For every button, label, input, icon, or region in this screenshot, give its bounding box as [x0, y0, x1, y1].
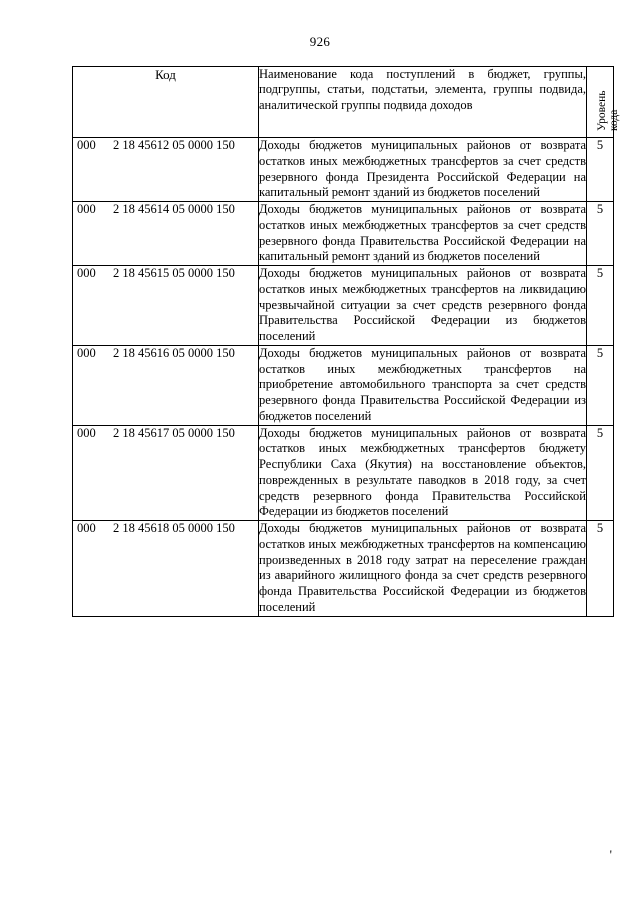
column-header-code: Код	[73, 67, 259, 138]
cell-name: Доходы бюджетов муниципальных районов от возврата остатков иных межбюджетных трансфертов за счет средств резервного фонда Президента Российской Федерации на капитальный ремонт зданий из бюджетов поселений	[259, 138, 587, 202]
cell-code	[73, 345, 259, 425]
cell-name: Доходы бюджетов муниципальных районов от возврата остатков иных межбюджетных трансфертов за счет средств резервного фонда Правительства Российской Федерации на капитальный ремонт зданий из бюджетов поселений	[259, 202, 587, 266]
cell-code	[73, 425, 259, 521]
table-row	[73, 138, 614, 202]
code-prefix: 000	[77, 345, 96, 360]
vertical-label-group	[587, 67, 620, 137]
column-header-level-line1: Уровень	[596, 90, 608, 131]
cell-level: 5	[587, 202, 614, 266]
code-prefix: 000	[77, 138, 96, 152]
code-main: 2 18 45615 05 0000 150	[113, 266, 235, 280]
code-main: 2 18 45618 05 0000 150	[113, 521, 235, 535]
cell-code	[73, 138, 259, 202]
code-main: 2 18 45614 05 0000 150	[113, 202, 235, 216]
column-header-name: Наименование кода поступлений в бюджет, группы, подгруппы, статьи, подстатьи, элемента, группы подвида, аналитической группы подвида доходов	[259, 67, 587, 138]
cell-level: 5	[587, 266, 614, 346]
cell-level: 5	[587, 425, 614, 521]
code-main: 2 18 45616 05 0000 150	[113, 345, 235, 360]
budget-code-table	[72, 66, 620, 617]
code-prefix: 000	[77, 521, 96, 535]
cell-code	[73, 266, 259, 346]
cell-name: Доходы бюджетов муниципальных районов от возврата остатков иных межбюджетных трансфертов бюджету Республики Саха (Якутия) на восстановление объектов, поврежденных в результате паводков в 2018 году, за счет средств резервного фонда Правительства Российской Федерации из бюджетов поселений	[259, 425, 587, 521]
table-row	[73, 425, 614, 521]
cell-name: Доходы бюджетов муниципальных районов от возврата остатков иных межбюджетных трансфертов на ликвидацию чрезвычайной ситуации за счет средств резервного фонда Правительства Российской Федерации из бюджетов поселений	[259, 266, 587, 346]
code-prefix: 000	[77, 266, 96, 280]
table-row	[73, 202, 614, 266]
cell-level: 5	[587, 138, 614, 202]
cell-name: Доходы бюджетов муниципальных районов от возврата остатков иных межбюджетных трансфертов на приобретение автомобильного транспорта за счет средств резервного фонда Правительства Российской Федерации из бюджетов поселений	[259, 345, 587, 425]
column-header-level-line2: кода	[608, 109, 620, 131]
column-header-level	[587, 67, 620, 138]
table-row	[73, 345, 614, 425]
code-prefix: 000	[77, 202, 96, 216]
table-header-row	[73, 67, 614, 138]
page-number: 926	[309, 34, 331, 49]
cell-level: 5	[587, 345, 614, 425]
budget-code-table-wrapper	[72, 66, 620, 617]
table-row	[73, 266, 614, 346]
cell-name: Доходы бюджетов муниципальных районов от возврата остатков иных межбюджетных трансфертов на компенсацию произведенных в 2018 году затрат на переселение граждан из аварийного жилищного фонда за счет средств резервного фонда Правительства Российской Федерации из бюджетов поселений	[259, 521, 587, 617]
margin-mark: '	[609, 847, 612, 862]
table-row	[73, 521, 614, 617]
code-main: 2 18 45612 05 0000 150	[113, 138, 235, 152]
code-main: 2 18 45617 05 0000 150	[113, 425, 235, 440]
cell-code	[73, 202, 259, 266]
cell-level: 5	[587, 521, 614, 617]
code-prefix: 000	[77, 425, 96, 440]
cell-code	[73, 521, 259, 617]
